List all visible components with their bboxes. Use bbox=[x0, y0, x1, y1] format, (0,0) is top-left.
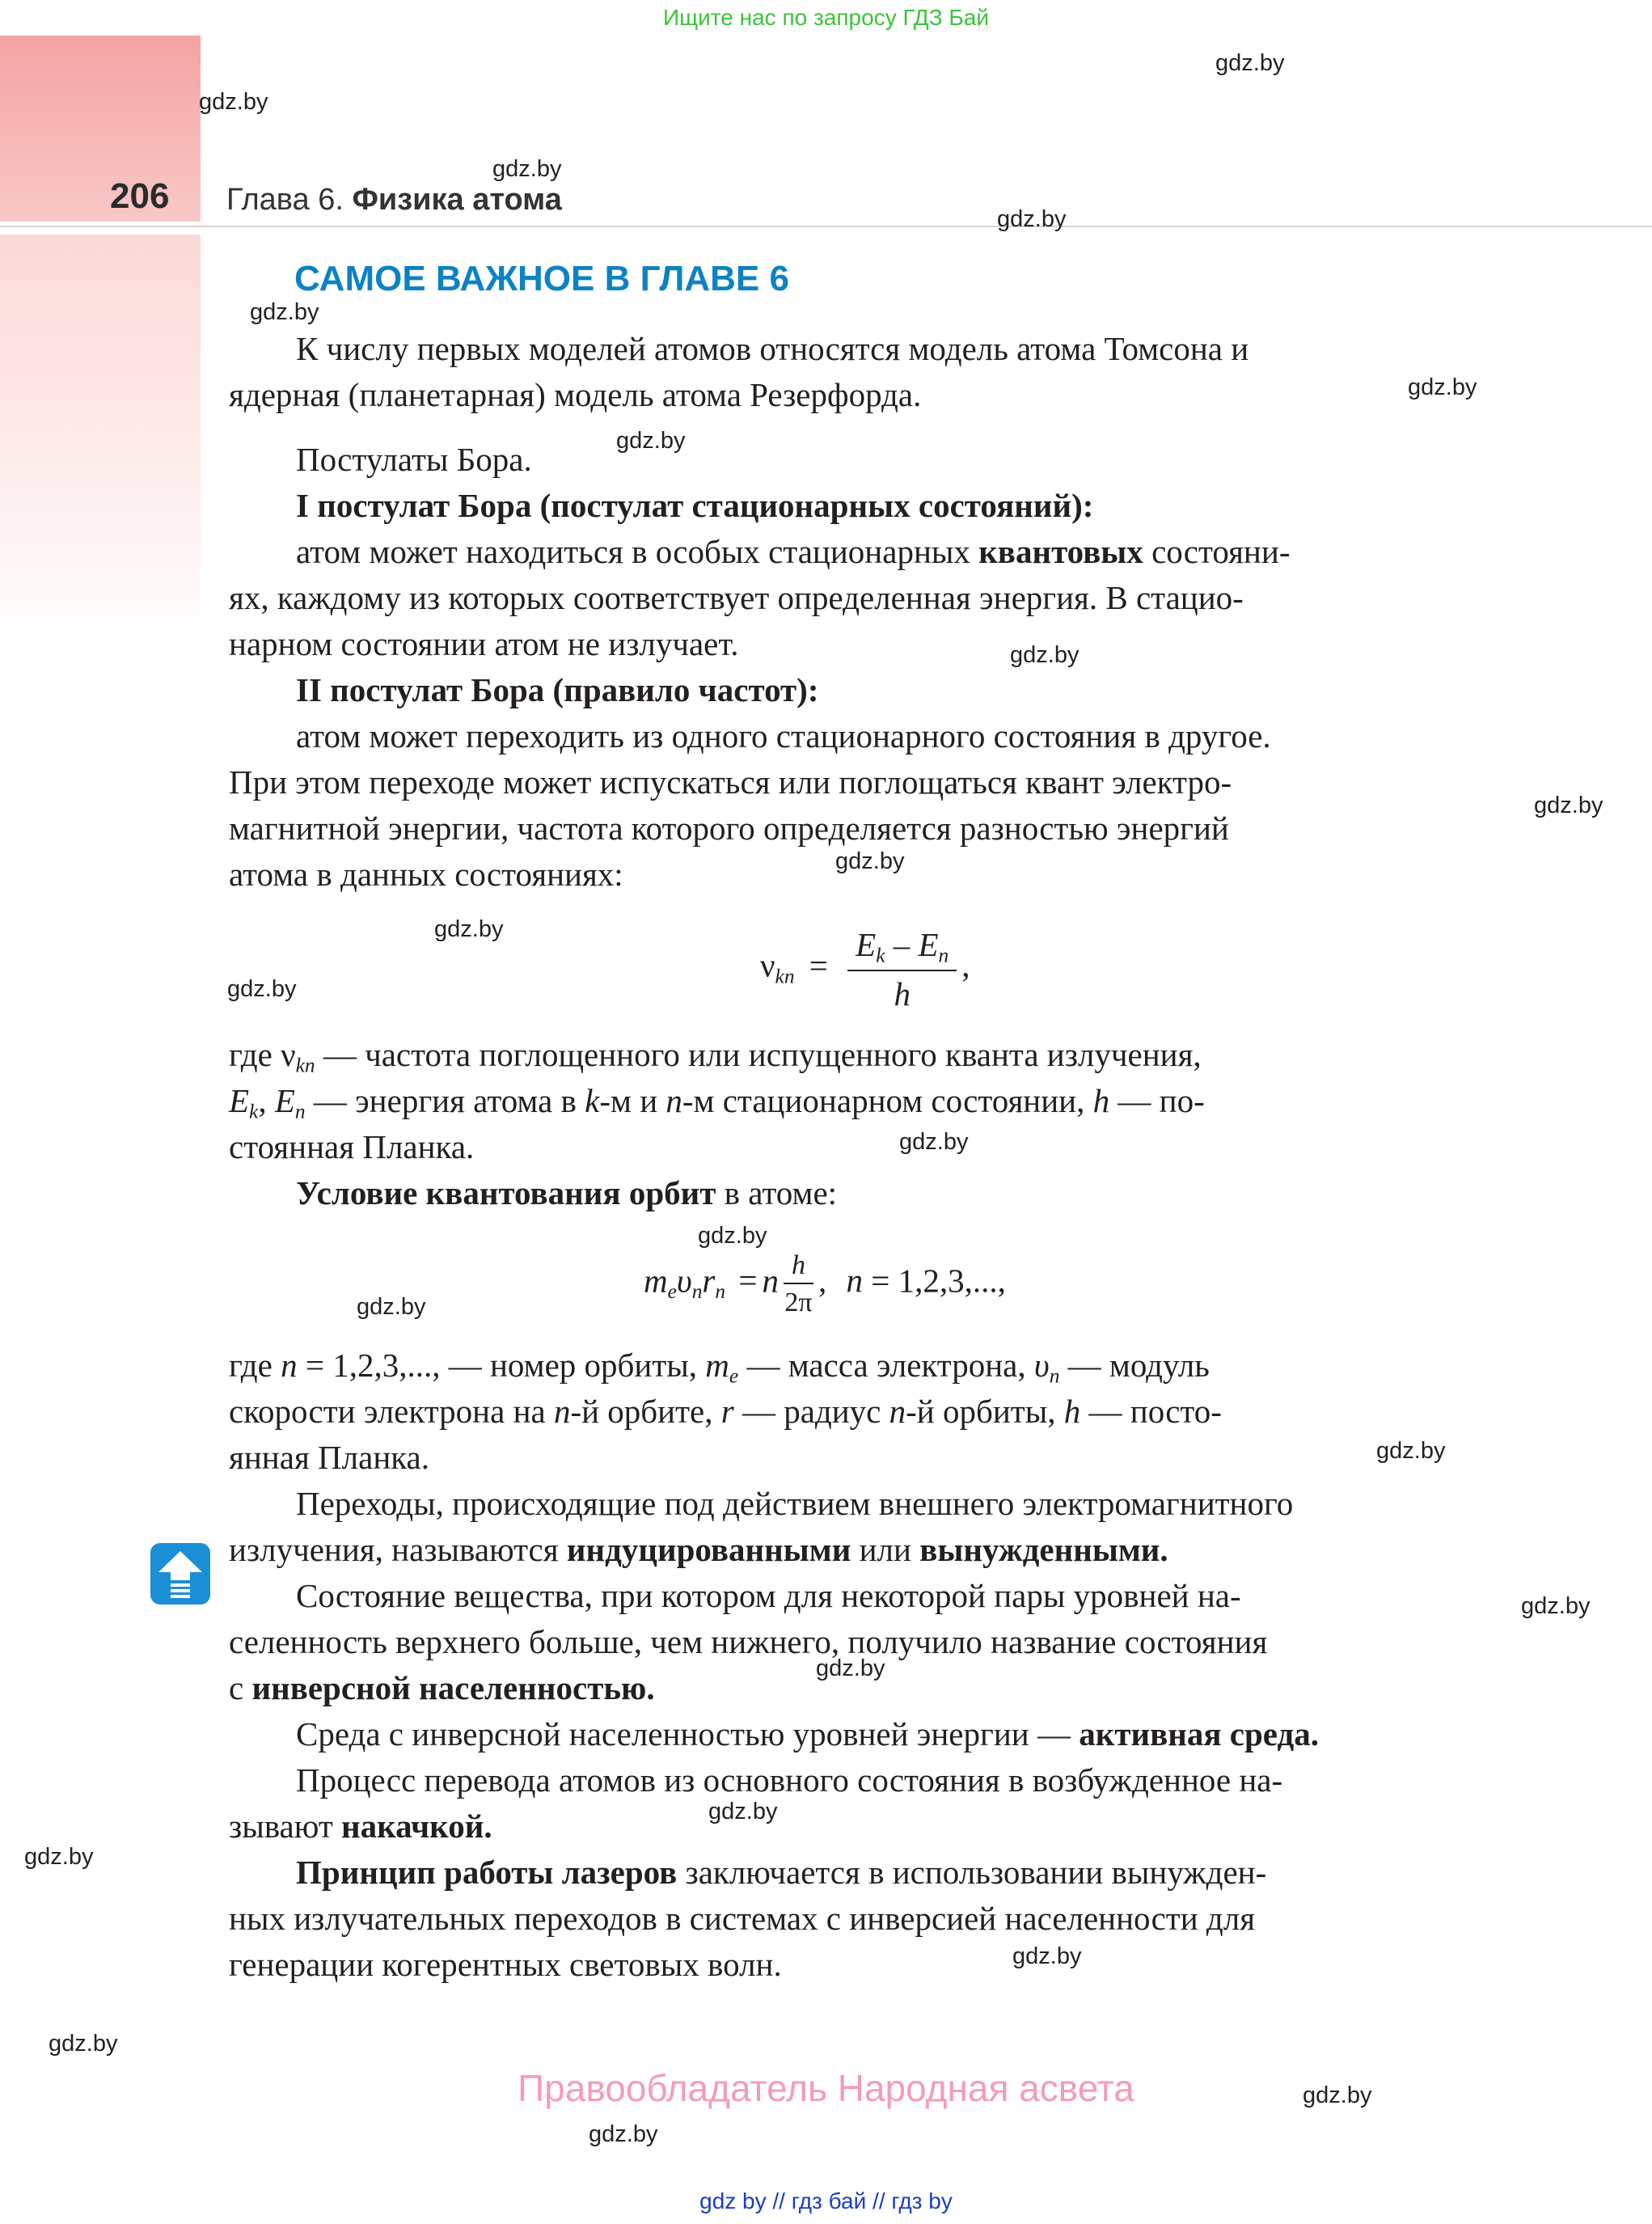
body-line bbox=[296, 1170, 837, 1216]
text: или bbox=[859, 1531, 911, 1568]
subscript-n: n bbox=[1049, 1364, 1060, 1388]
watermark: gdz.by bbox=[589, 2121, 658, 2147]
header-pink-block bbox=[0, 36, 201, 222]
watermark: gdz.by bbox=[835, 848, 905, 874]
watermark: gdz.by bbox=[1303, 2082, 1372, 2108]
body-line: Процесс перевода атомов из основного состояния в возбужденное на- bbox=[296, 1761, 1283, 1799]
text: где bbox=[229, 1347, 273, 1384]
body-line bbox=[229, 1527, 1168, 1573]
watermark: gdz.by bbox=[698, 1223, 767, 1249]
term-pumping: накачкой bbox=[341, 1808, 484, 1845]
var-e: E bbox=[274, 1082, 295, 1119]
var-n: n bbox=[553, 1393, 571, 1430]
watermark: gdz.by bbox=[1012, 1943, 1082, 1969]
numerator: h bbox=[784, 1250, 813, 1284]
text: -й орбите, bbox=[570, 1393, 713, 1430]
postulate-1-heading: I постулат Бора (постулат стационарных состояний): bbox=[296, 487, 1094, 524]
subscript-e: e bbox=[667, 1280, 677, 1304]
body-line bbox=[296, 529, 1290, 575]
text: — модуль bbox=[1067, 1347, 1210, 1384]
var-e: E bbox=[856, 926, 877, 963]
watermark: gdz.by bbox=[616, 428, 686, 454]
watermark: gdz.by bbox=[1534, 793, 1603, 818]
var-h: h bbox=[1092, 1082, 1110, 1119]
text: = 1,2,3,..., bbox=[871, 1262, 1006, 1300]
text: = 1,2,3,..., — номер орбиты, bbox=[305, 1347, 698, 1384]
watermark: gdz.by bbox=[816, 1655, 885, 1681]
var-e: E bbox=[229, 1082, 250, 1119]
postulate-2-heading: II постулат Бора (правило частот): bbox=[296, 671, 819, 708]
text: зывают bbox=[229, 1808, 333, 1845]
watermark: gdz.by bbox=[997, 206, 1067, 232]
body-line bbox=[229, 1665, 655, 1711]
var-h: h bbox=[1063, 1393, 1081, 1430]
copyright-credit: Правообладатель Народная асвета bbox=[518, 2067, 1134, 2109]
body-line bbox=[296, 1711, 1319, 1757]
text: — энергия атома в bbox=[313, 1082, 577, 1119]
subscript-k: k bbox=[876, 944, 885, 967]
header-rule bbox=[0, 226, 1652, 227]
body-line: селенность верхнего больше, чем нижнего, получило название состояния bbox=[229, 1623, 1268, 1660]
watermark: gdz.by bbox=[24, 1844, 94, 1870]
body-line: Состояние вещества, при котором для некоторой пары уровней на- bbox=[296, 1577, 1241, 1614]
formula-orbit-quantization bbox=[644, 1250, 1006, 1318]
equals: = bbox=[738, 1262, 758, 1300]
text: скорости электрона на bbox=[229, 1393, 546, 1430]
term-inverse-population: инверсной населенностью bbox=[251, 1669, 647, 1706]
var-e: E bbox=[918, 926, 939, 963]
body-line: нарном состоянии атом не излучает. bbox=[229, 625, 739, 662]
chapter-title: Физика атома bbox=[352, 183, 562, 217]
body-line: ных излучательных переходов в системах с инверсией населенности для bbox=[229, 1900, 1256, 1937]
formula-frequency-rule bbox=[760, 925, 970, 1013]
body-line bbox=[296, 1850, 1266, 1896]
watermark: gdz.by bbox=[708, 1799, 778, 1824]
term-stimulated: вынужденными bbox=[919, 1531, 1160, 1568]
subscript-n: n bbox=[938, 944, 949, 967]
top-search-banner[interactable]: Ищите нас по запросу ГДЗ Бай bbox=[662, 5, 990, 30]
body-line bbox=[229, 1389, 1222, 1435]
text: излучения, называются bbox=[229, 1531, 559, 1568]
chapter-heading bbox=[226, 183, 562, 218]
body-line: магнитной энергии, частота которого определяется разностью энергий bbox=[229, 810, 1229, 847]
var-m: m bbox=[644, 1262, 668, 1300]
margin-pink-fade bbox=[0, 235, 201, 655]
arrow-up-icon bbox=[150, 1543, 210, 1605]
term-laser-principle: Принцип работы лазеров bbox=[296, 1854, 678, 1891]
watermark: gdz.by bbox=[899, 1129, 969, 1155]
term-induced: индуцированными bbox=[566, 1531, 851, 1568]
text: — по- bbox=[1118, 1082, 1205, 1119]
watermark: gdz.by bbox=[1408, 374, 1477, 400]
text: -й орбиты, bbox=[906, 1393, 1056, 1430]
var-n: n bbox=[665, 1082, 682, 1119]
symbol-nu: ν bbox=[760, 946, 775, 984]
term-quantum: квантовых bbox=[978, 533, 1143, 570]
watermark: gdz.by bbox=[1010, 642, 1080, 668]
body-line: атома в данных состояниях: bbox=[229, 856, 623, 893]
var-r: r bbox=[702, 1262, 716, 1300]
text: в атоме: bbox=[724, 1174, 838, 1211]
fraction bbox=[847, 925, 957, 1013]
subscript-kn: kn bbox=[775, 965, 795, 988]
text: атом может находиться в особых стационарных bbox=[296, 533, 970, 570]
watermark: gdz.by bbox=[227, 976, 297, 1002]
watermark: gdz.by bbox=[250, 299, 319, 325]
text: , bbox=[258, 1082, 267, 1119]
var-n: n bbox=[889, 1393, 906, 1430]
text: . bbox=[646, 1669, 655, 1706]
watermark: gdz.by bbox=[492, 156, 562, 182]
body-line: Переходы, происходящие под действием внешнего электромагнитного bbox=[296, 1485, 1294, 1522]
page-number: 206 bbox=[110, 176, 170, 216]
comma: , bbox=[818, 1262, 827, 1300]
comma: , bbox=[961, 946, 970, 984]
text: — посто- bbox=[1088, 1393, 1222, 1430]
watermark: gdz.by bbox=[1521, 1593, 1591, 1619]
text: состояни- bbox=[1151, 533, 1291, 570]
text: — масса электрона, bbox=[746, 1347, 1026, 1384]
text: . bbox=[484, 1808, 492, 1845]
var-v: υ bbox=[1033, 1347, 1050, 1384]
watermark: gdz.by bbox=[199, 89, 268, 115]
text: — частота поглощенного или испущенного кванта излучения, bbox=[323, 1036, 1202, 1073]
subscript-kn: kn bbox=[295, 1054, 315, 1077]
text: заключается в использовании вынужден- bbox=[685, 1854, 1267, 1891]
text: -м стационарном состоянии, bbox=[682, 1082, 1085, 1119]
var-n: n bbox=[846, 1262, 863, 1300]
equals: = bbox=[809, 946, 828, 984]
body-line: стоянная Планка. bbox=[229, 1128, 475, 1165]
subscript-k: k bbox=[249, 1100, 259, 1123]
text: где ν bbox=[229, 1036, 296, 1073]
var-v: υ bbox=[676, 1262, 692, 1300]
text: . bbox=[1160, 1531, 1168, 1568]
var-r: r bbox=[720, 1393, 734, 1430]
var-n: n bbox=[281, 1347, 298, 1384]
section-title: САМОЕ ВАЖНОЕ В ГЛАВЕ 6 bbox=[294, 259, 789, 298]
text: с bbox=[229, 1669, 244, 1706]
minus: – bbox=[893, 926, 911, 963]
text: — радиус bbox=[741, 1393, 881, 1430]
subscript-n: n bbox=[715, 1280, 726, 1304]
body-line: атом может переходить из одного стационарного состояния в другое. bbox=[296, 717, 1271, 755]
var-n: n bbox=[762, 1262, 779, 1300]
body-line: При этом переходе может испускаться или поглощаться квант электро- bbox=[229, 763, 1232, 801]
subscript-e: e bbox=[729, 1364, 739, 1388]
term-orbit-quantization: Условие квантования орбит bbox=[296, 1174, 716, 1211]
subscript-n: n bbox=[294, 1100, 306, 1123]
term-active-medium: активная среда bbox=[1079, 1715, 1311, 1753]
denominator: h bbox=[894, 975, 911, 1013]
watermark: gdz.by bbox=[49, 2031, 118, 2057]
watermark: gdz.by bbox=[434, 916, 504, 942]
postulates-intro: Постулаты Бора. bbox=[296, 441, 532, 478]
body-line: генерации когерентных световых волн. bbox=[229, 1946, 782, 1983]
bottom-links[interactable]: gdz by // гдз бай // гдз by bbox=[699, 2188, 953, 2213]
var-k: k bbox=[585, 1082, 600, 1119]
body-line: янная Планка. bbox=[229, 1439, 430, 1476]
chapter-prefix: Глава 6. bbox=[226, 183, 344, 217]
watermark: gdz.by bbox=[357, 1294, 426, 1320]
subscript-n: n bbox=[691, 1280, 703, 1304]
var-m: m bbox=[705, 1347, 729, 1384]
text: -м и bbox=[599, 1082, 658, 1119]
text: Среда с инверсной населенностью уровней энергии — bbox=[296, 1715, 1071, 1753]
fraction bbox=[784, 1250, 813, 1318]
body-line bbox=[229, 1803, 492, 1850]
body-line: ядерная (планетарная) модель атома Резерфорда. bbox=[229, 376, 922, 413]
body-line: К числу первых моделей атомов относятся модель атома Томсона и bbox=[296, 330, 1249, 367]
watermark: gdz.by bbox=[1376, 1438, 1446, 1464]
denominator: 2π bbox=[784, 1287, 813, 1317]
body-line: ях, каждому из которых соответствует определенная энергия. В стацио- bbox=[229, 579, 1244, 616]
watermark: gdz.by bbox=[1215, 50, 1285, 76]
text: . bbox=[1310, 1715, 1319, 1753]
numerator bbox=[847, 925, 957, 971]
